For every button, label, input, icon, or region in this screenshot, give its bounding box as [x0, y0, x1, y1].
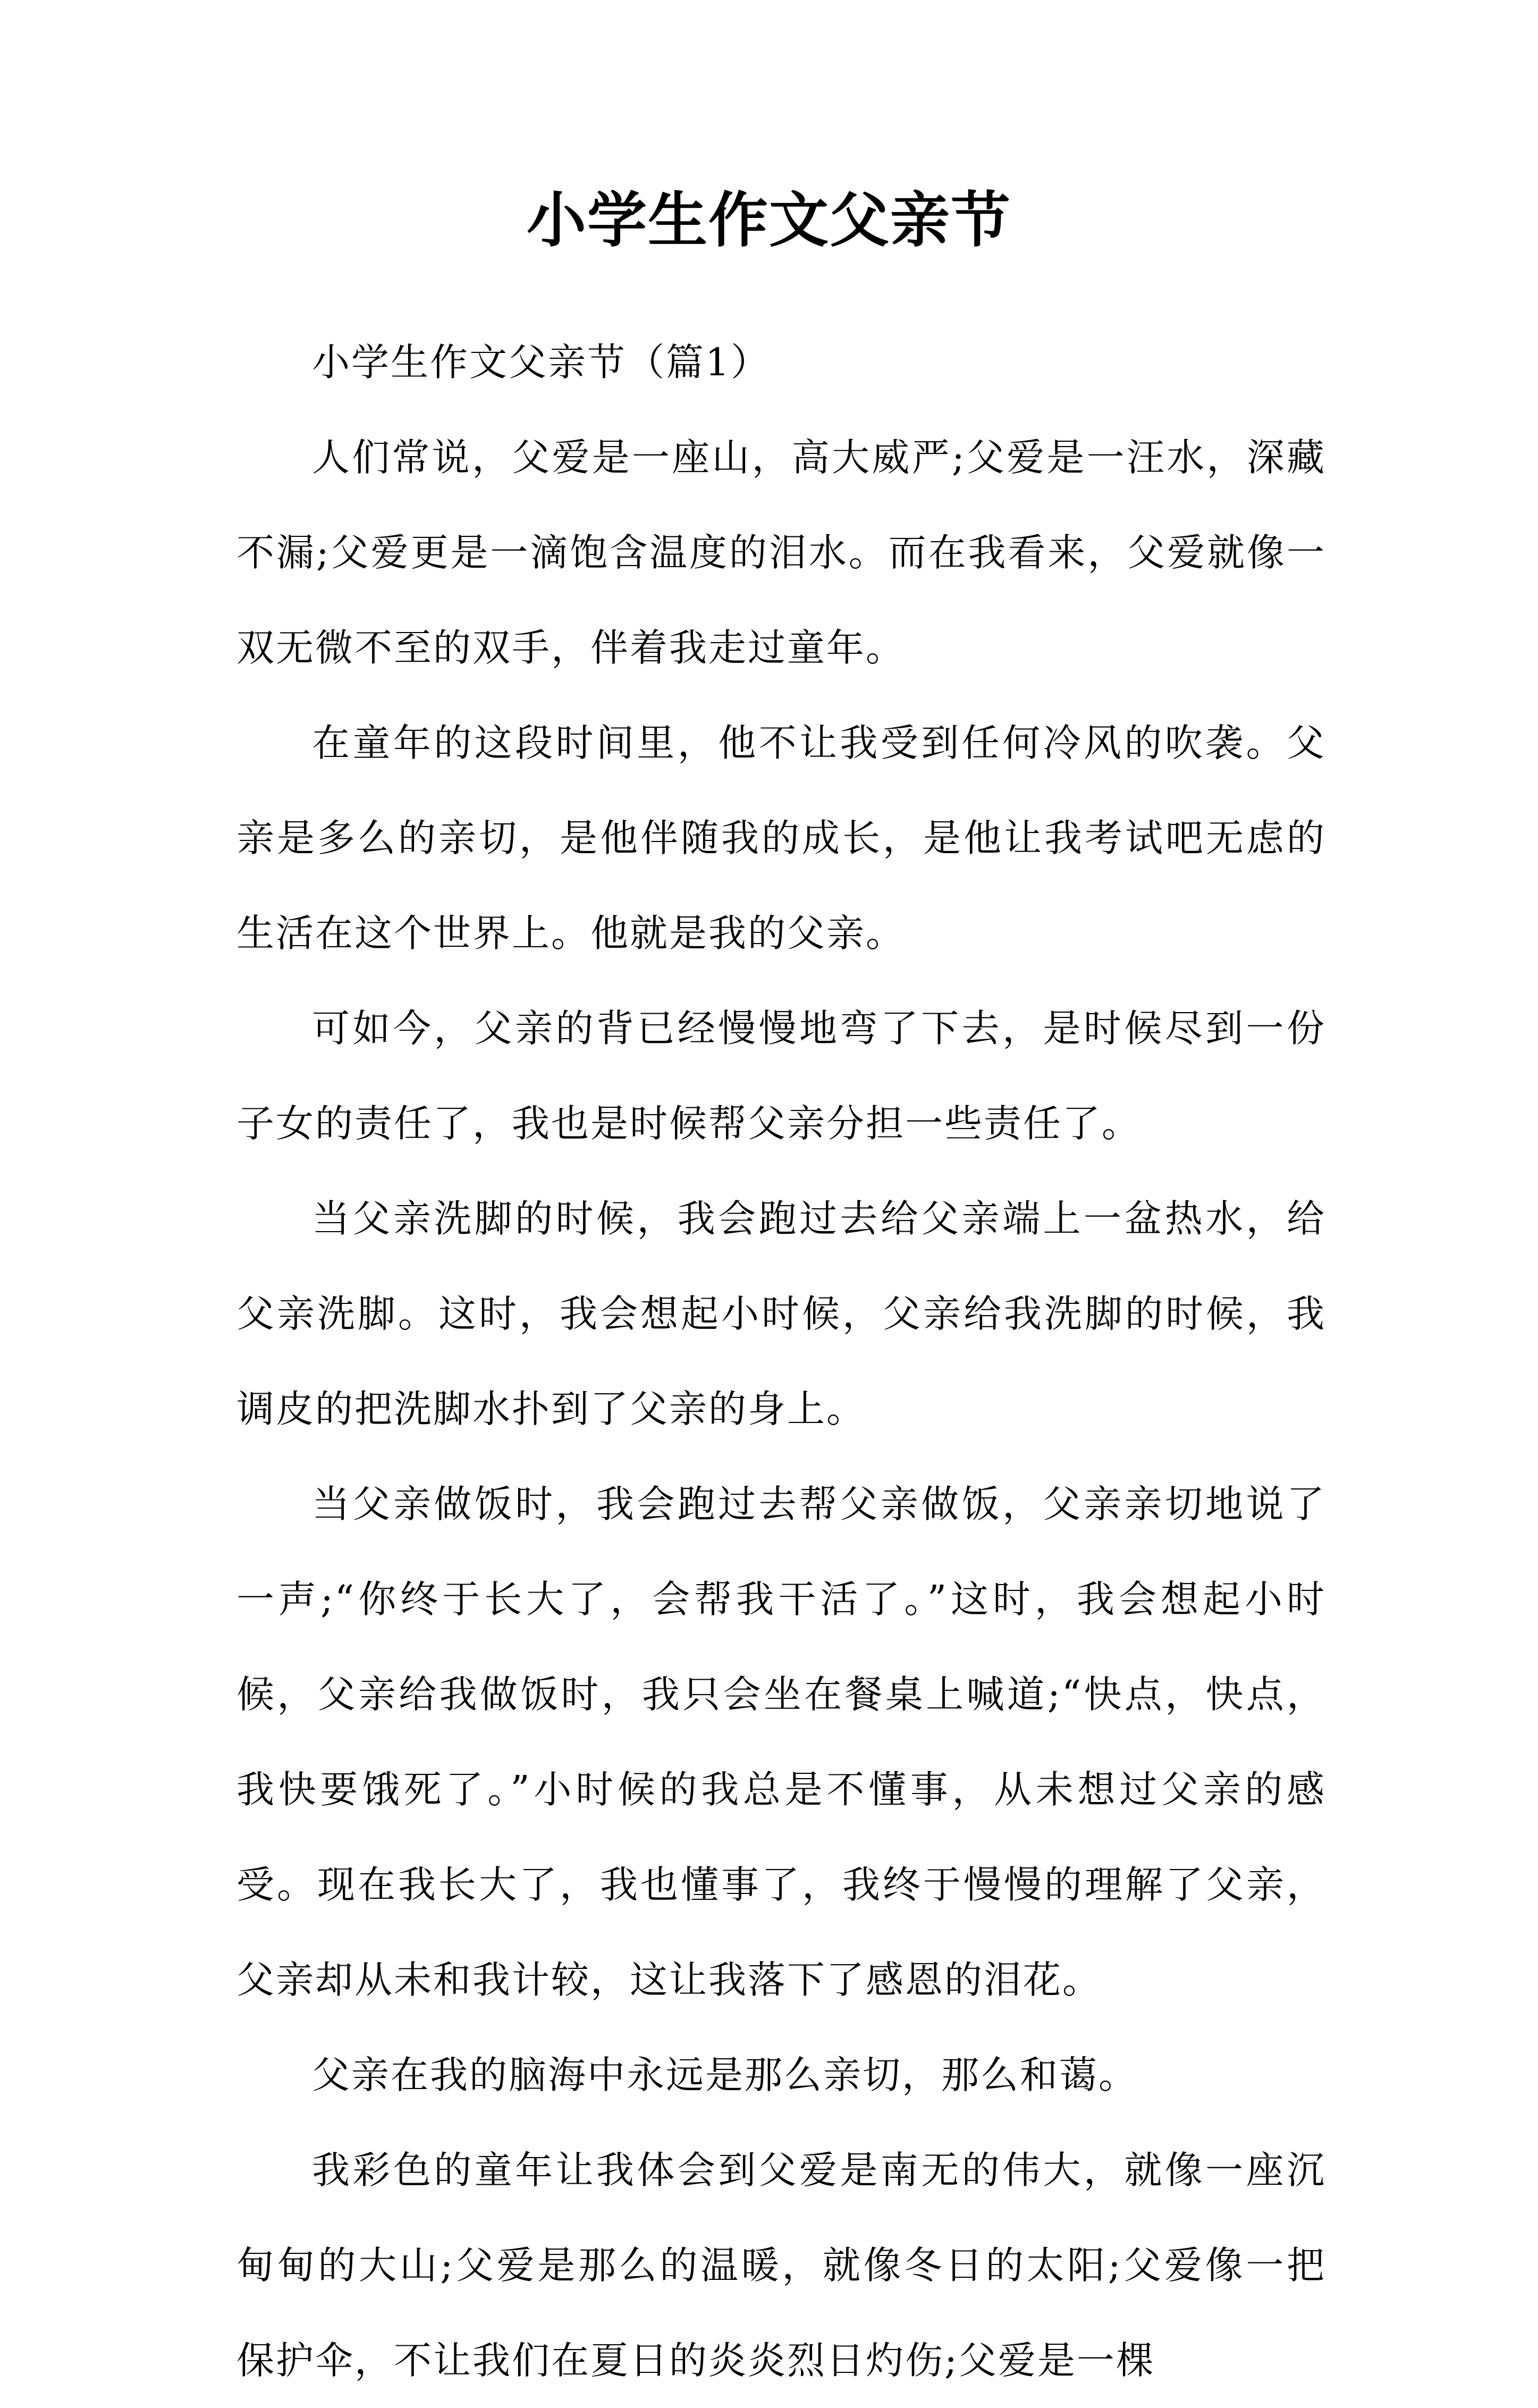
paragraph: 在童年的这段时间里，他不让我受到任何冷风的吹袭。父亲是多么的亲切，是他伴随我的成长，是他让我考试吧无虑的生活在这个世界上。他就是我的父亲。: [236, 721, 1326, 955]
paragraph: 父亲在我的脑海中永远是那么亲切，那么和蔼。: [312, 2053, 1138, 2097]
paragraph: 我彩色的童年让我体会到父爱是南无的伟大，就像一座沉甸甸的大山;父爱是那么的温暖，就像冬日的太阳;父爱像一把保护伞，不让我们在夏日的炎炎烈日灼伤;父爱是一棵: [236, 2148, 1326, 2382]
paragraph: 可如今，父亲的背已经慢慢地弯了下去，是时候尽到一份子女的责任了，我也是时候帮父亲分担一些责任了。: [236, 1006, 1326, 1146]
section-heading: 小学生作文父亲节（篇1）: [312, 340, 771, 384]
paragraph: 当父亲洗脚的时候，我会跑过去给父亲端上一盆热水，给父亲洗脚。这时，我会想起小时候，父亲给我洗脚的时候，我调皮的把洗脚水扑到了父亲的身上。: [236, 1197, 1326, 1431]
paragraph: 当父亲做饭时，我会跑过去帮父亲做饭，父亲亲切地说了一声;“你终于长大了，会帮我干活了。”这时，我会想起小时候，父亲给我做饭时，我只会坐在餐桌上喊道;“快点，快点，我快要饿死了。”小时候的我总是不懂事，从未想过父亲的感受。现在我长大了，我也懂事了，我终于慢慢的理解了父亲，父亲却从未和我计较，这让我落下了感恩的泪花。: [236, 1482, 1326, 2002]
document-title: 小学生作文父亲节: [527, 186, 1011, 255]
document-body: [236, 315, 1326, 2408]
paragraph: 人们常说，父爱是一座山，高大威严;父爱是一汪水，深藏不漏;父爱更是一滴饱含温度的泪水。而在我看来，父爱就像一双无微不至的双手，伴着我走过童年。: [236, 435, 1326, 670]
